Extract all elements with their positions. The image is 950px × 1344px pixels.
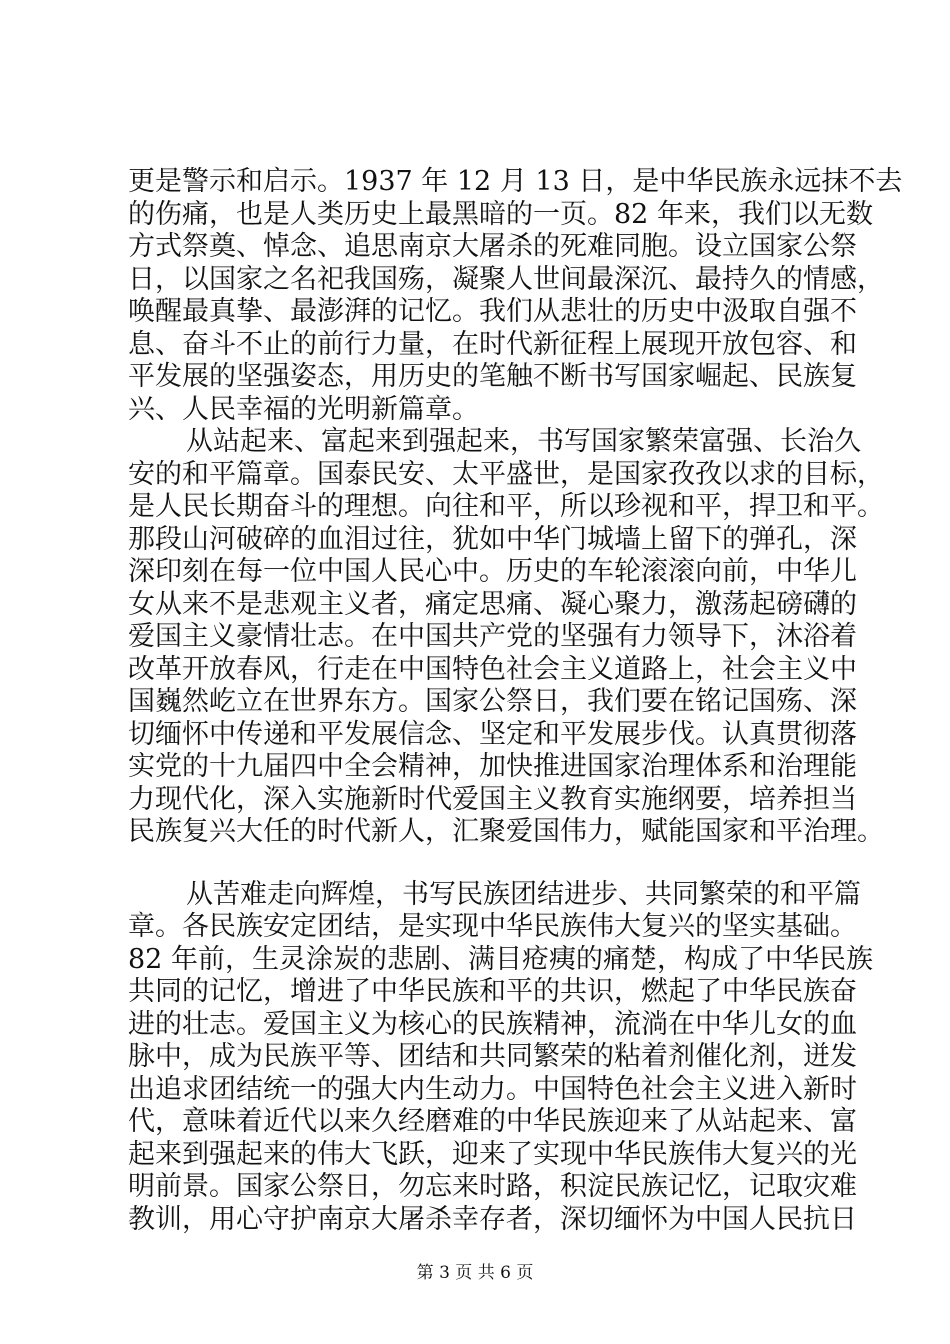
text-line: 爱国主义豪情壮志。在中国共产党的坚强有力领导下，沐浴着 <box>128 621 857 652</box>
text-line: 民族复兴大任的时代新人，汇聚爱国伟力，赋能国家和平治理。 <box>128 816 884 847</box>
text-line: 进的壮志。爱国主义为核心的民族精神，流淌在中华儿女的血 <box>128 1008 857 1040</box>
text-line: 起来到强起来的伟大飞跃，迎来了实现中华民族伟大复兴的光 <box>128 1138 857 1170</box>
text-line: 实党的十九届四中全会精神，加快推进国家治理体系和治理能 <box>128 751 857 782</box>
text-line: 出追求团结统一的强大内生动力。中国特色社会主义进入新时 <box>128 1073 857 1105</box>
text-line: 章。各民族安定团结，是实现中华民族伟大复兴的坚实基础。 <box>128 911 857 942</box>
text-line: 力现代化，深入实施新时代爱国主义教育实施纲要，培养担当 <box>128 783 857 815</box>
text-line: 共同的记忆，增进了中华民族和平的共识，燃起了中华民族奋 <box>128 976 857 1007</box>
text-line: 兴、人民幸福的光明新篇章。 <box>128 393 479 425</box>
text-line: 改革开放春风，行走在中国特色社会主义道路上，社会主义中 <box>128 653 857 685</box>
text-line: 的伤痛，也是人类历史上最黑暗的一页。82 年来，我们以无数 <box>128 198 873 230</box>
text-line: 脉中，成为民族平等、团结和共同繁荣的粘着剂催化剂，迸发 <box>128 1041 857 1072</box>
text-line: 平发展的坚强姿态，用历史的笔触不断书写国家崛起、民族复 <box>128 361 857 392</box>
text-line: 日，以国家之名祀我国殇，凝聚人世间最深沉、最持久的情感， <box>128 263 884 295</box>
text-line: 从苦难走向辉煌，书写民族团结进步、共同繁荣的和平篇 <box>186 878 861 910</box>
text-line: 教训，用心守护南京大屠杀幸存者，深切缅怀为中国人民抗日 <box>128 1203 857 1235</box>
text-line: 息、奋斗不止的前行力量，在时代新征程上展现开放包容、和 <box>128 328 857 360</box>
text-line: 是人民长期奋斗的理想。向往和平，所以珍视和平，捍卫和平。 <box>128 491 884 522</box>
text-line: 唤醒最真挚、最澎湃的记忆。我们从悲壮的历史中汲取自强不 <box>128 296 857 327</box>
text-line: 82 年前，生灵涂炭的悲剧、满目疮痍的痛楚，构成了中华民族 <box>128 943 873 975</box>
text-line: 切缅怀中传递和平发展信念、坚定和平发展步伐。认真贯彻落 <box>128 718 857 750</box>
text-line: 方式祭奠、悼念、追思南京大屠杀的死难同胞。设立国家公祭 <box>128 231 857 262</box>
text-line: 代，意味着近代以来久经磨难的中华民族迎来了从站起来、富 <box>128 1106 857 1137</box>
text-line: 女从来不是悲观主义者，痛定思痛、凝心聚力，激荡起磅礴的 <box>128 588 857 620</box>
text-line: 从站起来、富起来到强起来，书写国家繁荣富强、长治久 <box>186 426 861 457</box>
text-line: 国巍然屹立在世界东方。国家公祭日，我们要在铭记国殇、深 <box>128 686 857 717</box>
text-line: 那段山河破碎的血泪过往，犹如中华门城墙上留下的弹孔，深 <box>128 523 857 555</box>
page-footer: 第 3 页 共 6 页 <box>416 1263 534 1283</box>
text-line: 安的和平篇章。国泰民安、太平盛世，是国家孜孜以求的目标， <box>128 458 884 490</box>
text-line: 更是警示和启示。1937 年 12 月 13 日，是中华民族永远抹不去 <box>128 166 903 197</box>
text-line: 明前景。国家公祭日，勿忘来时路，积淀民族记忆，记取灾难 <box>128 1171 857 1202</box>
text-line: 深印刻在每一位中国人民心中。历史的车轮滚滚向前，中华儿 <box>128 556 857 587</box>
